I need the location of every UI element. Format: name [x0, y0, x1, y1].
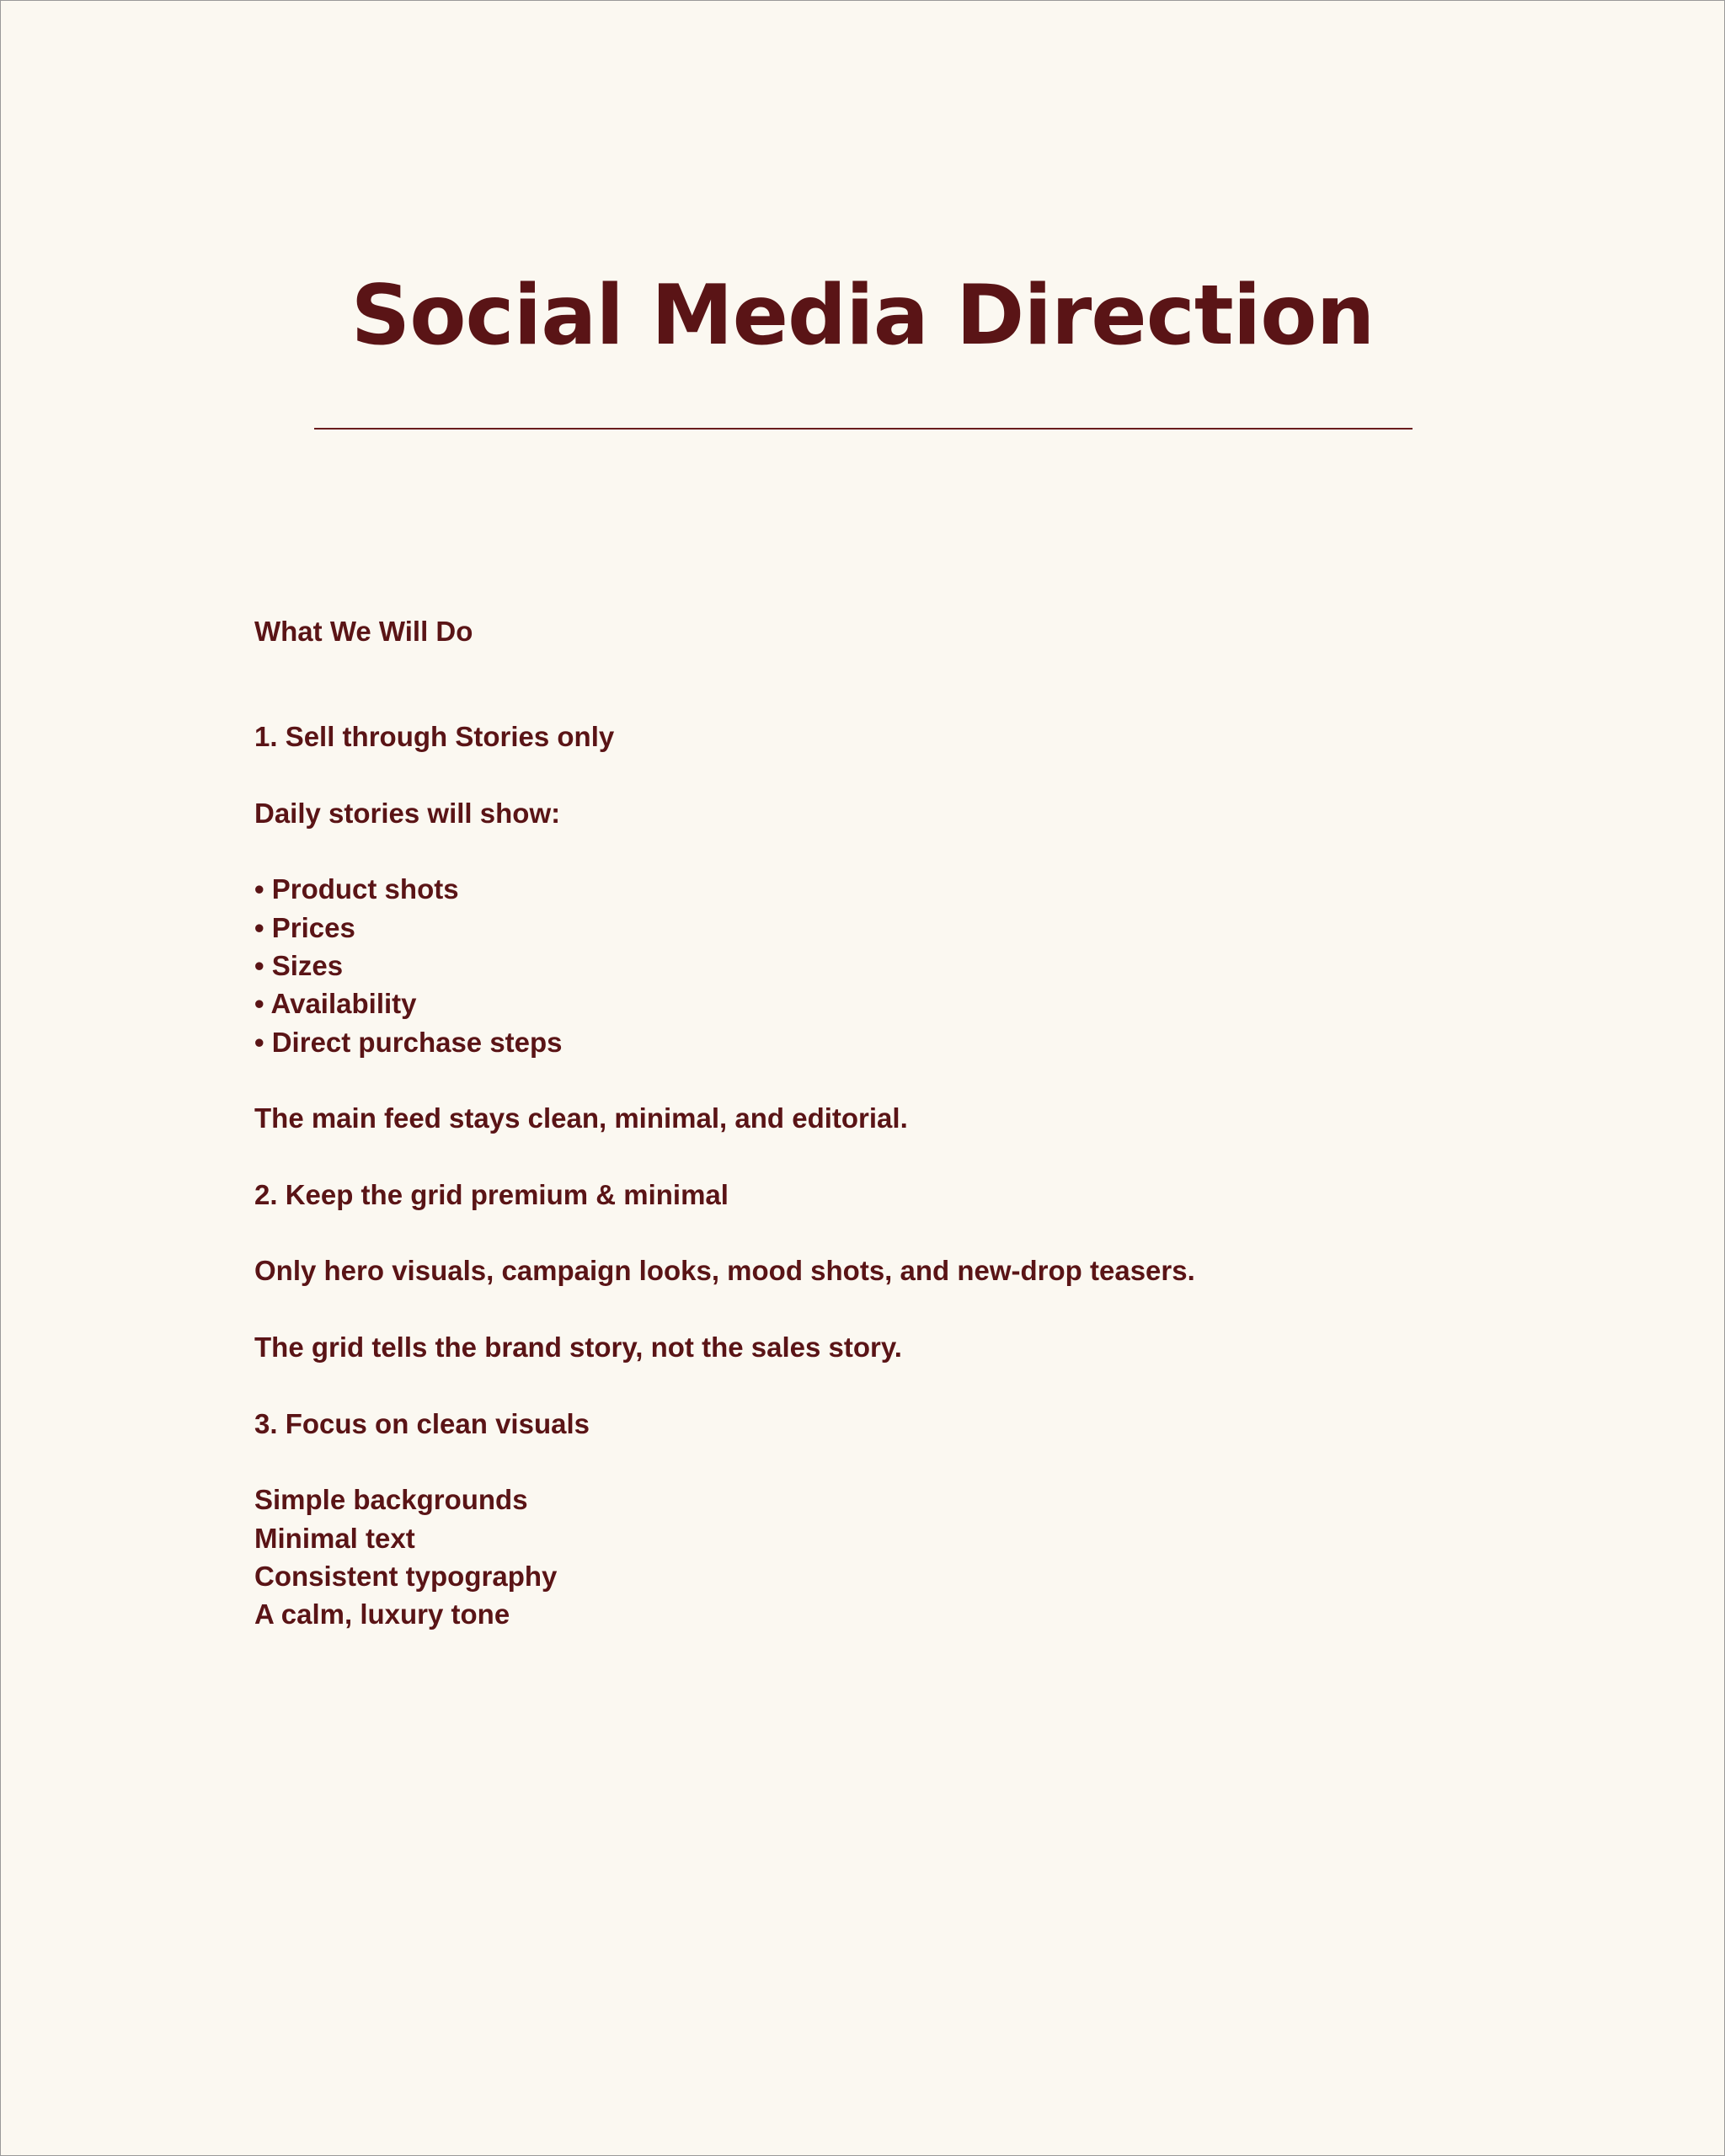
- visual-line-calm-luxury-tone: A calm, luxury tone: [254, 1598, 510, 1630]
- visual-line-consistent-typography: Consistent typography: [254, 1560, 558, 1592]
- bullet-product-shots: • Product shots: [254, 873, 459, 905]
- item-2-heading: 2. Keep the grid premium & minimal: [254, 1178, 729, 1210]
- bullet-sizes: • Sizes: [254, 950, 344, 982]
- bullet-direct-purchase-steps: • Direct purchase steps: [254, 1026, 563, 1058]
- bullet-prices: • Prices: [254, 911, 355, 943]
- bullet-availability: • Availability: [254, 988, 417, 1020]
- item-1-heading: 1. Sell through Stories only: [254, 721, 615, 753]
- item-2-paragraph-gap: [254, 1290, 1518, 1328]
- item-1-note: The main feed stays clean, minimal, and editorial.: [254, 1102, 908, 1134]
- item-3-heading: 3. Focus on clean visuals: [254, 1407, 590, 1439]
- item-1-intro: Daily stories will show:: [254, 797, 561, 829]
- item-3-spacer: [254, 1366, 1518, 1404]
- page-title: Social Media Direction: [350, 268, 1375, 364]
- item-2-paragraph-1: Only hero visuals, campaign looks, mood shots, and new-drop teasers.: [254, 1255, 1195, 1287]
- section-title: What We Will Do: [254, 616, 473, 647]
- item-1-note-spacer: [254, 1061, 1518, 1099]
- title-divider: [314, 428, 1413, 430]
- section-spacer: [254, 650, 1518, 718]
- visual-line-simple-backgrounds: Simple backgrounds: [254, 1484, 528, 1516]
- visual-line-minimal-text: Minimal text: [254, 1522, 415, 1554]
- document-body: [254, 612, 1518, 1633]
- item-1-list-spacer: [254, 832, 1518, 870]
- item-2-paragraph-2: The grid tells the brand story, not the sales story.: [254, 1331, 902, 1364]
- item-2-spacer: [254, 1138, 1518, 1176]
- item-2-paragraph-spacer: [254, 1214, 1518, 1251]
- item-3-list-spacer: [254, 1443, 1518, 1481]
- item-1-spacer: [254, 756, 1518, 794]
